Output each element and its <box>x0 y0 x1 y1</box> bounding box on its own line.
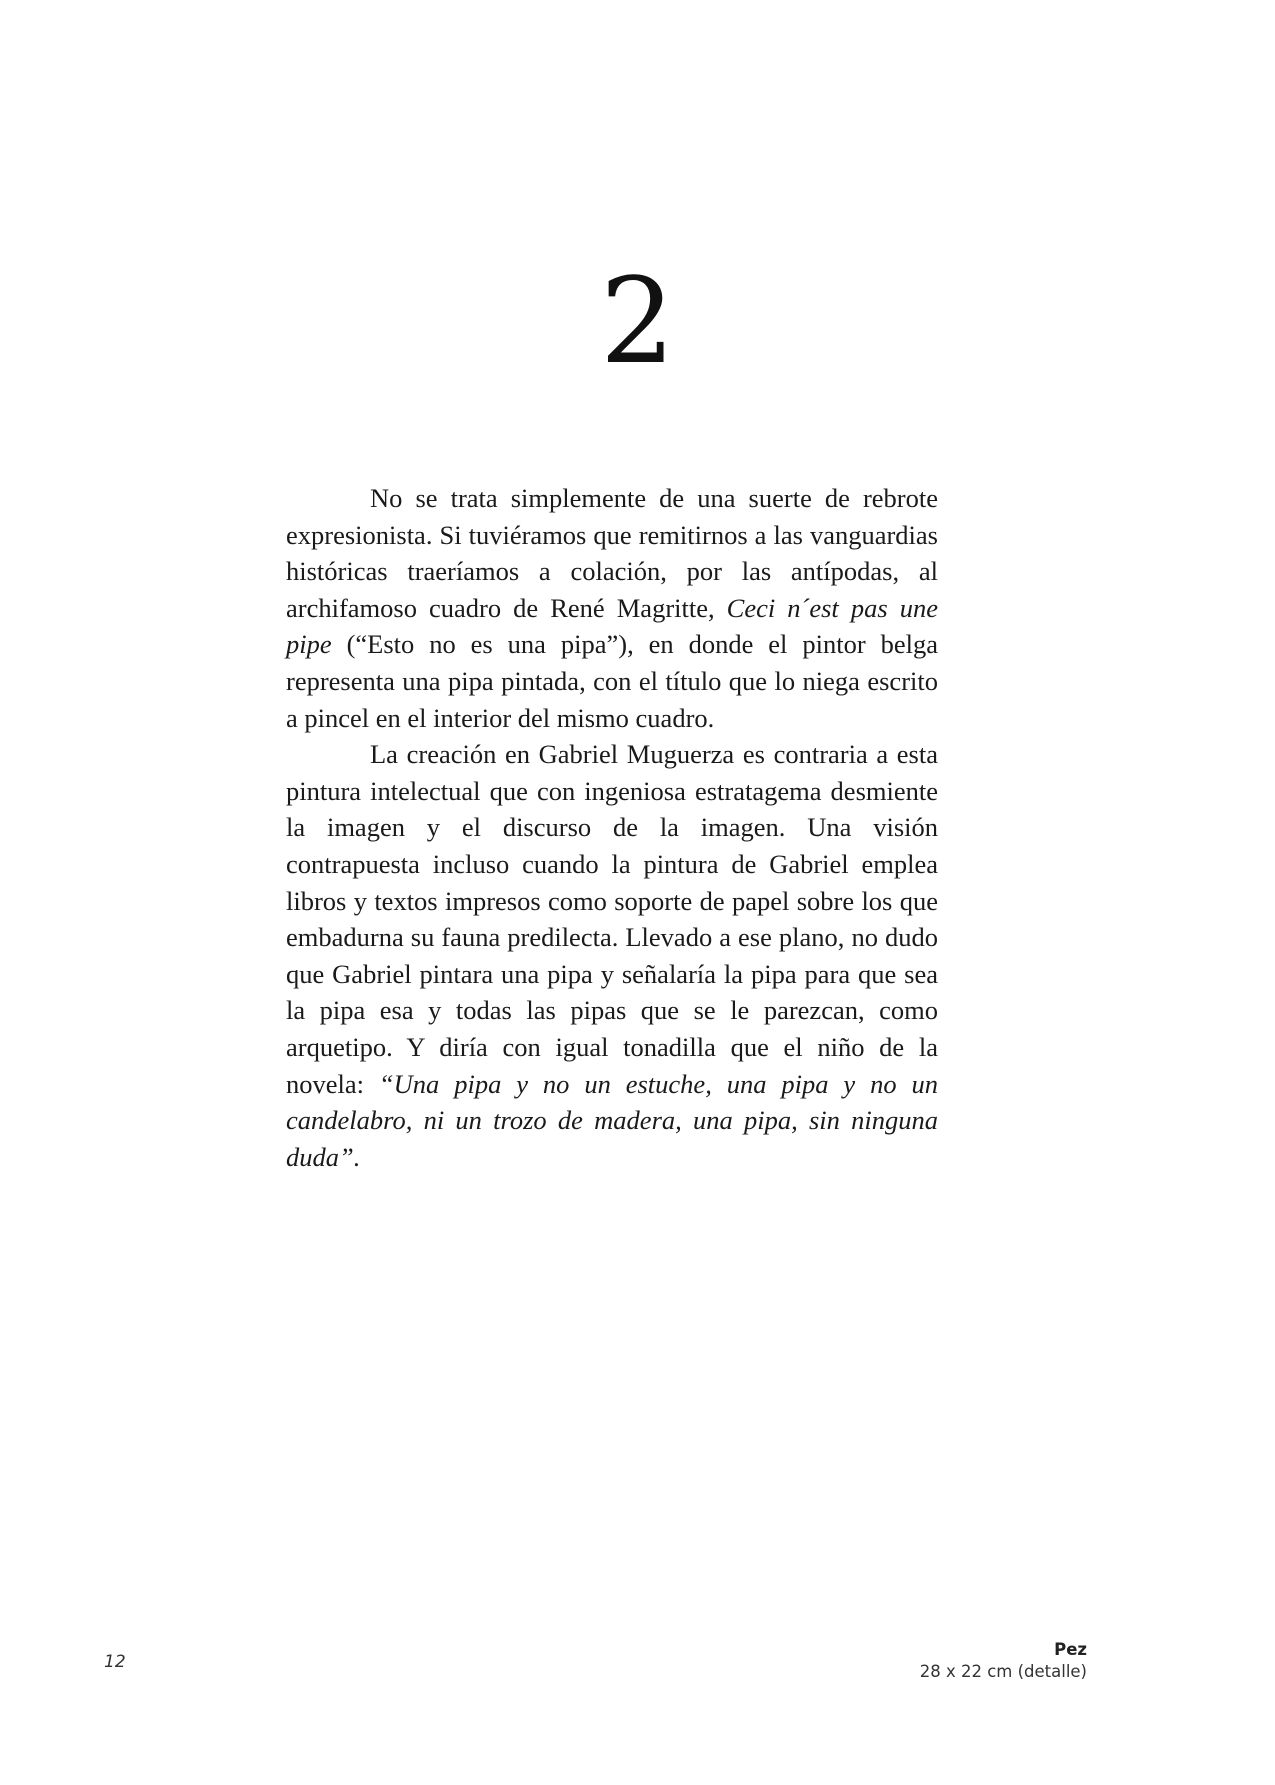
caption-detail: 28 x 22 cm (detalle) <box>919 1662 1087 1681</box>
chapter-number: 2 <box>599 252 676 390</box>
paragraph-2-text-1: La creación en Gabriel Muguerza es contraria a esta pintura intelectual que con ingeniosa estratagema desmiente la imagen y el discurso de la imagen. Una visión contrapuesta incluso cuando la pintura de Gabriel emplea libros y textos impresos como soporte de papel sobre los que embadurna su fauna predilecta. Llevado a ese plano, no dudo que Gabriel pintara una pipa y señalaría la pipa para que sea la pipa esa y todas las pipas que se le parezcan, como arquetipo. Y diría con igual tonadilla que el niño de la novela: <box>286 739 938 1099</box>
paragraph-1-italic-title: Ceci n´est pas une pipe <box>286 592 938 660</box>
paragraph-1-text-2: (“Esto no es una pipa”), en donde el pintor belga representa una pipa pintada, con el título que lo niega escrito a pincel en el interior del mismo cuadro. <box>286 629 938 733</box>
figure-caption <box>920 1639 1087 1683</box>
page-number: 12 <box>104 1652 126 1672</box>
paragraph-1-text-1: No se trata simplemente de una suerte de rebrote expresionista. Si tuviéramos que remitirnos a las vanguardias históricas traeríamos a colación, por las antípodas, al archifamoso cuadro de René Magritte, <box>286 483 938 623</box>
body-text <box>286 480 938 1175</box>
paragraph-2 <box>286 736 938 1175</box>
paragraph-2-italic-quote: “Una pipa y no un estuche, una pipa y no un candelabro, ni un trozo de madera, una pipa, sin ninguna duda”. <box>286 1068 939 1172</box>
caption-title: Pez <box>1054 1640 1087 1659</box>
paragraph-1 <box>286 480 938 736</box>
